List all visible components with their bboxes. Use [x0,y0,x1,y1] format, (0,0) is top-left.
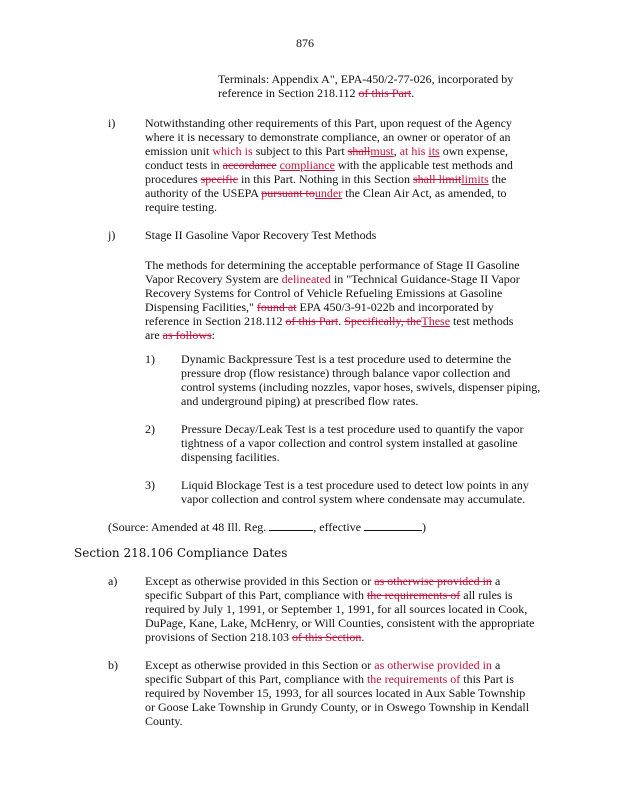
body-text: : [211,328,215,342]
inserted-text: compliance [279,158,335,172]
inserted-text: under [314,186,343,200]
sub-item-3-text: Liquid Blockage Test is a test procedure used to detect low points in any vapor collection and control system where condensate may accumulate. [181,478,529,506]
deleted-text: pursuant to [261,186,315,200]
body-text: test methods are [145,314,514,342]
body-text: , [393,144,397,158]
body-text: the Clean Air Act, as amended, to require testing. [145,186,507,214]
item-b-label: b) [108,658,118,672]
deleted-text: as follows [162,328,212,342]
body-text: Except as otherwise provided in this Section or [145,574,372,588]
deleted-text: the requirements of [366,588,461,602]
sub-item-2-text: Pressure Decay/Leak Test is a test procedure used to quantify the vapor tightness of a vapor collection and control system installed at gasoline dispensing facilities. [181,422,524,464]
sub-item-2-label: 2) [145,422,155,436]
body-text: a specific Subpart of this Part, compliance with [145,574,501,602]
inserted-text: at his [399,144,426,158]
body-text: in "Technical Guidance-Stage II Vapor Recovery Systems for Control of Vehicle Refueling Emissions at Gasoline Dispensing Facilities," [145,272,520,314]
deleted-text: shall limit [412,172,462,186]
section-heading: Section 218.106 Compliance Dates [74,546,288,560]
inserted-text: delineated [281,272,331,286]
source-note [108,519,426,534]
body-text: Notwithstanding other requirements of this Part, upon request of the Agency where it is necessary to demonstrate compliance, an owner or operator of an emission unit [145,116,512,158]
source-text: , effective [313,520,362,534]
inserted-text: the requirements of [366,672,461,686]
body-text: . [338,314,342,328]
item-j-title: Stage II Gasoline Vapor Recovery Test Methods [145,228,377,242]
blank-line [364,519,422,531]
body-text: Except as otherwise provided in this Section or [145,658,372,672]
body-text: EPA 450/3-91-022b and incorporated by reference in Section 218.112 [145,300,494,328]
body-text: with the applicable test methods and procedures [145,158,513,186]
source-text: ) [422,520,427,534]
body-text: a specific Subpart of this Part, compliance with [145,658,501,686]
deleted-text: shall [347,144,371,158]
terminals-paragraph [218,72,538,100]
inserted-text: must [370,144,394,158]
page-number: 876 [296,36,314,50]
body-text: in this Part. Nothing in this Section [240,172,410,186]
blank-line [269,519,313,531]
inserted-text: as otherwise provided in [374,658,492,672]
deleted-text: of this Part [285,314,339,328]
deleted-text: Specifically, the [344,314,422,328]
deleted-text: as otherwise provided in [374,574,492,588]
body-text: . [361,630,365,644]
deleted-text: found at [256,300,297,314]
sub-item-3-label: 3) [145,478,155,492]
item-a-label: a) [108,574,118,588]
inserted-text: which is [212,144,253,158]
sub-item-1-text: Dynamic Backpressure Test is a test procedure used to determine the pressure drop (flow resistance) through balance vapor collection and control systems (including nozzles, vapor hoses, swivels, dispenser piping, and underground piping) at prescribed flow rates. [181,352,541,408]
body-text: own expense, conduct tests in [145,144,509,172]
body-text: The methods for determining the acceptable performance of Stage II Gasoline Vapor Recovery System are [145,258,520,286]
item-i-label: i) [108,116,116,130]
deleted-text: of this Section [292,630,362,644]
body-text: the authority of the USEPA [145,172,507,200]
body-text: subject to this Part [255,144,345,158]
item-a-paragraph [145,574,535,644]
deleted-text: accordance [222,158,277,172]
body-text: all rules is required by July 1, 1991, or September 1, 1991, for all sources located in Cook, DuPage, Kane, Lake, McHenry, or Will Counties, consistent with the appropriate provisions of Section 218.103 [145,588,535,644]
item-b-paragraph [145,658,535,728]
sub-item-1-label: 1) [145,352,155,366]
deleted-text: specific [200,172,238,186]
deleted-text: of this Part [358,86,412,100]
inserted-text: These [421,314,451,328]
item-i-paragraph [145,116,523,214]
source-text: (Source: Amended at 48 Ill. Reg. [108,520,267,534]
terminals-text: Terminals: Appendix A", EPA-450/2-77-026, incorporated by reference in Section 218.112 [218,72,514,100]
terminals-end: . [411,86,415,100]
inserted-text: its [428,144,440,158]
inserted-text: limits [461,172,489,186]
body-text: this Part is required by November 15, 1993, for all sources located in Aux Sable Township or Goose Lake Township in Grundy County, or in Oswego Township in Kendall County. [145,672,530,728]
item-j-paragraph [145,258,523,342]
item-j-label: j) [108,228,116,242]
